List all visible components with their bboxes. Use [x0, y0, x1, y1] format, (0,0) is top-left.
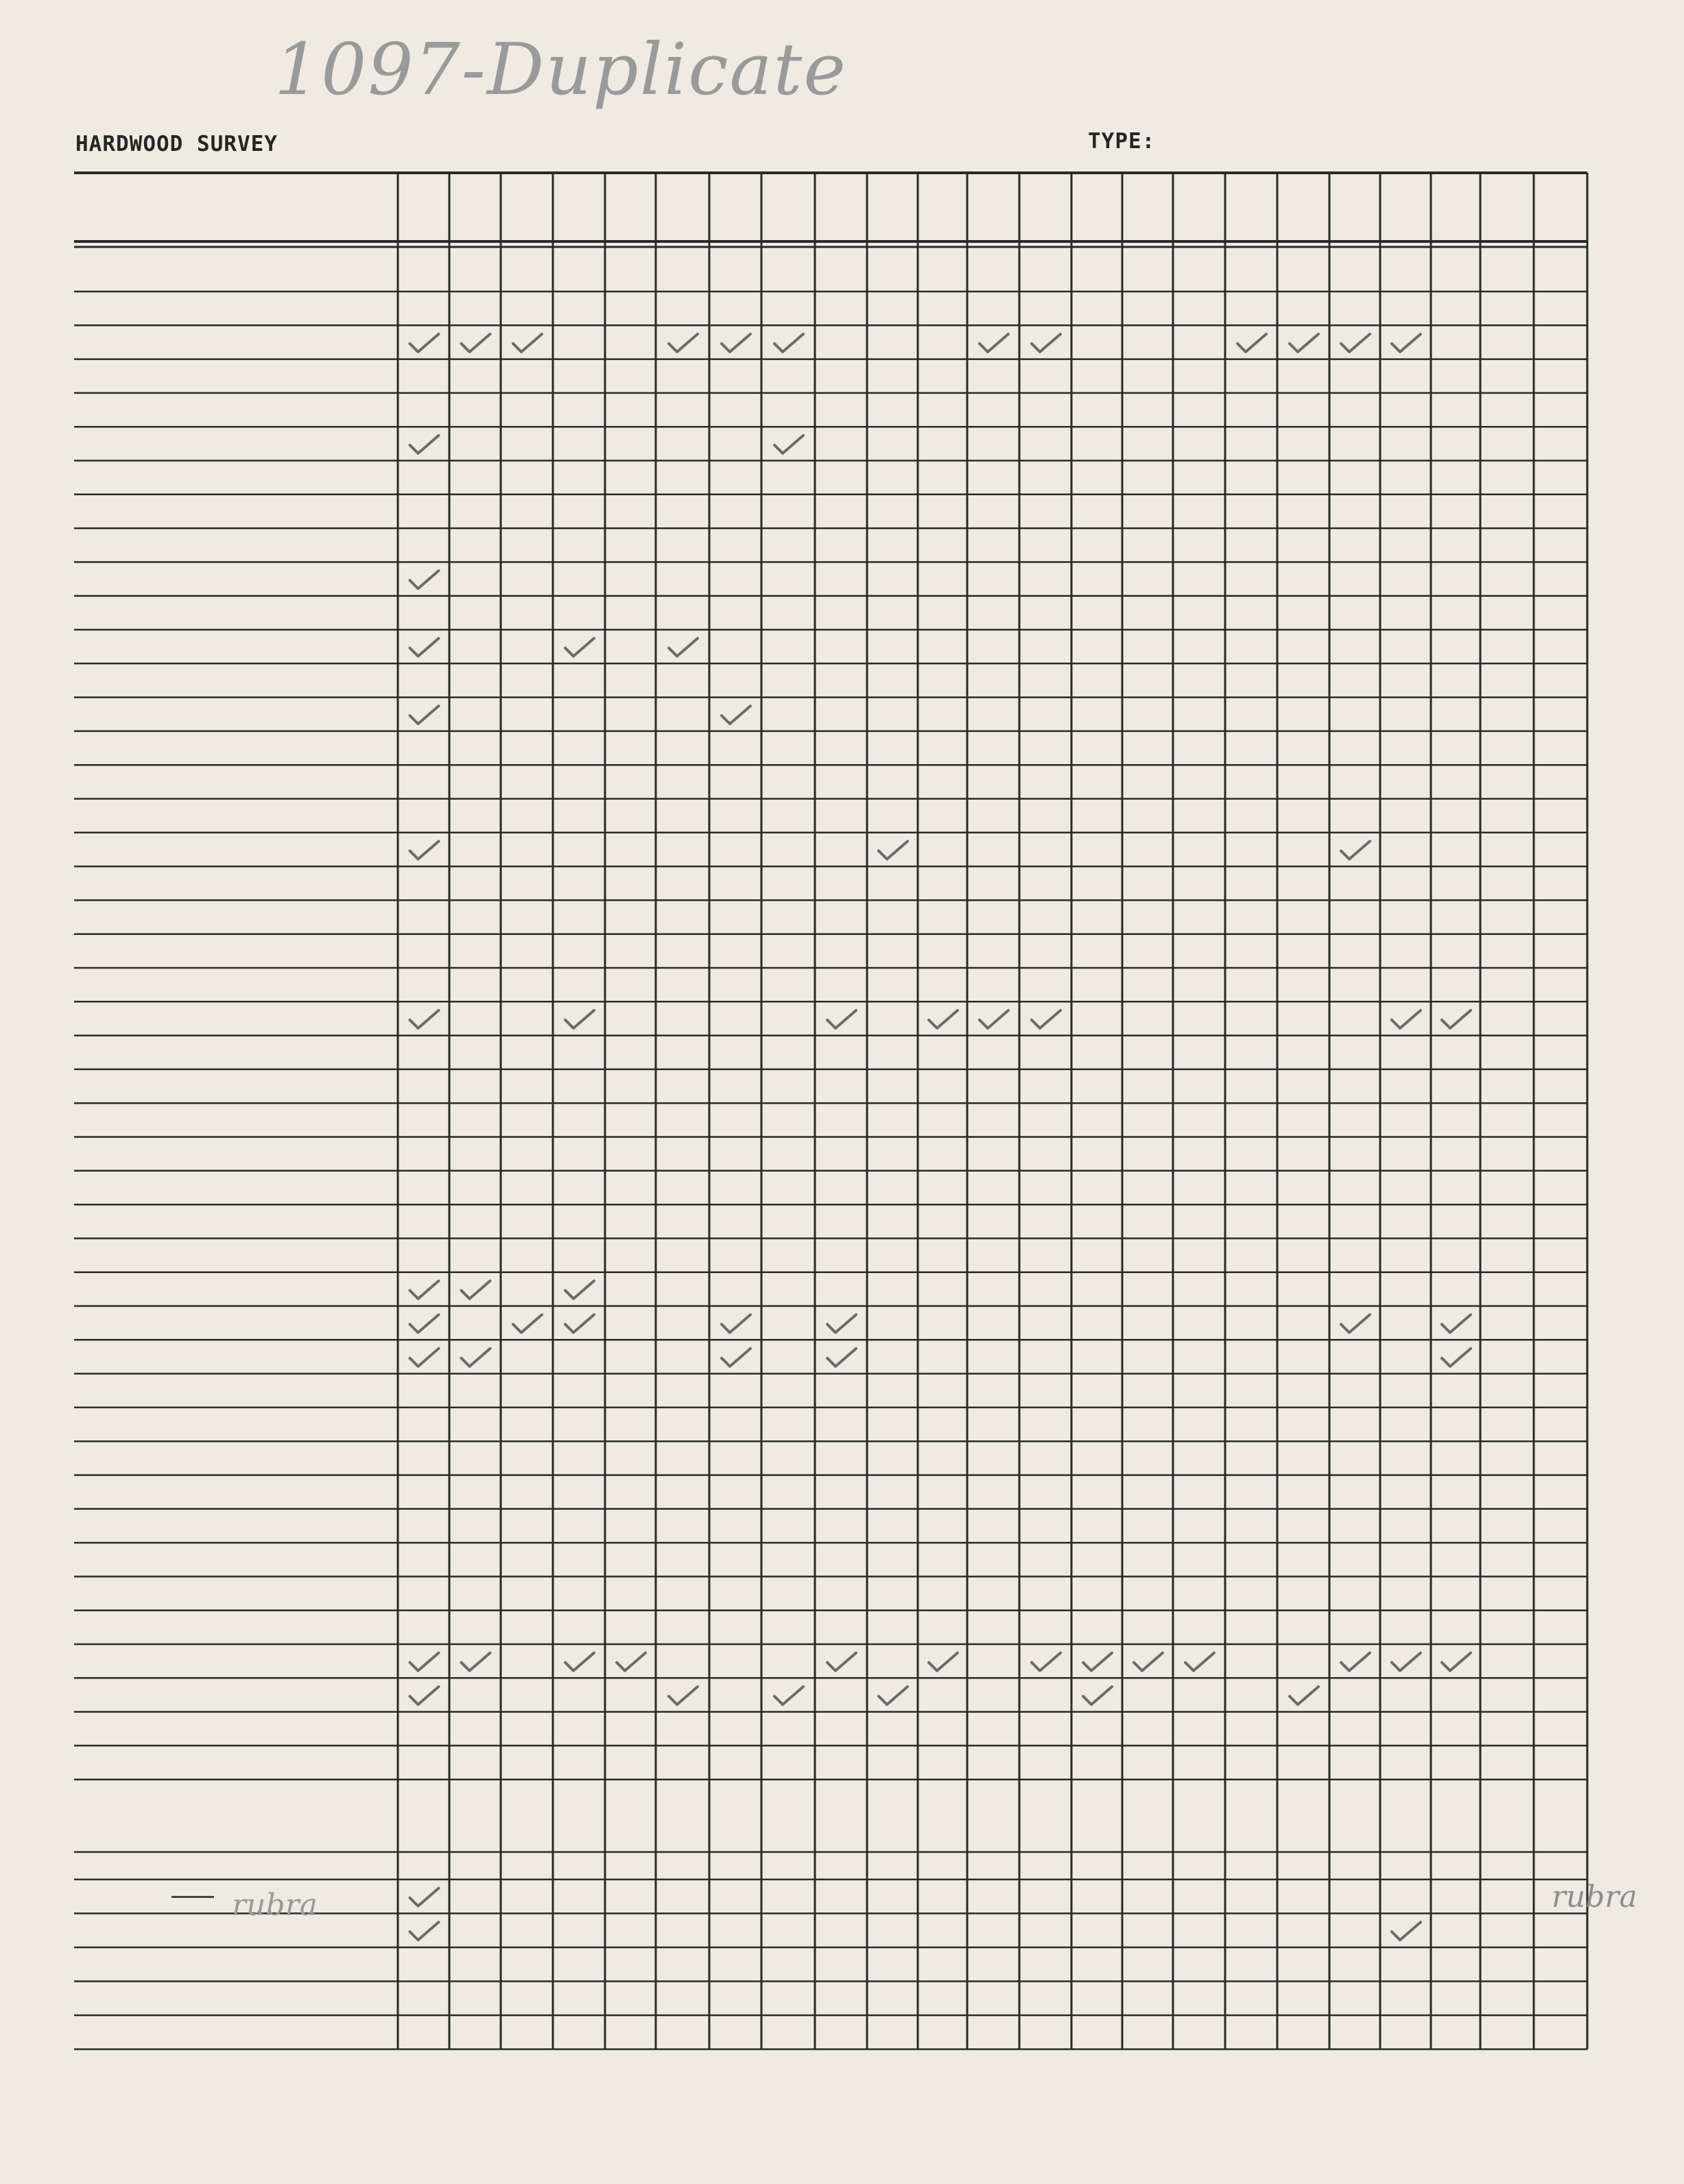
- check-mark: [980, 1010, 1008, 1028]
- check-mark: [410, 1888, 439, 1906]
- check-mark: [565, 639, 594, 656]
- check-mark: [1083, 1653, 1112, 1671]
- check-mark: [410, 1349, 439, 1366]
- check-mark: [410, 1922, 439, 1940]
- check-mark: [410, 1687, 439, 1705]
- check-mark: [410, 334, 439, 352]
- check-mark: [1290, 1687, 1318, 1705]
- check-mark: [1134, 1653, 1163, 1671]
- check-mark: [513, 1315, 542, 1333]
- check-mark: [410, 1315, 439, 1333]
- check-mark: [1442, 1349, 1471, 1366]
- check-mark: [462, 1349, 490, 1366]
- check-mark: [1032, 334, 1060, 352]
- check-mark: [1392, 1010, 1421, 1028]
- check-mark: [722, 334, 750, 352]
- check-mark: [774, 436, 803, 453]
- check-mark: [827, 1010, 856, 1028]
- check-mark: [410, 841, 439, 859]
- check-mark: [565, 1315, 594, 1333]
- check-mark: [827, 1315, 856, 1333]
- check-mark: [722, 1315, 750, 1333]
- check-mark: [462, 1653, 490, 1671]
- check-mark: [827, 1349, 856, 1366]
- check-mark: [1237, 334, 1266, 352]
- check-mark: [879, 841, 908, 859]
- check-mark: [410, 1010, 439, 1028]
- check-mark: [513, 334, 542, 352]
- type-label: TYPE:: [1088, 129, 1156, 154]
- check-mark: [1392, 334, 1421, 352]
- check-mark: [774, 334, 803, 352]
- check-mark: [669, 334, 698, 352]
- check-mark: [462, 334, 490, 352]
- check-mark: [1341, 841, 1370, 859]
- actaea-handwritten-correction: rubra: [232, 1888, 318, 1923]
- check-mark: [980, 334, 1008, 352]
- check-mark: [565, 1281, 594, 1298]
- check-mark: [1341, 334, 1370, 352]
- check-mark: [1442, 1010, 1471, 1028]
- check-mark: [774, 1687, 803, 1705]
- check-mark: [410, 706, 439, 724]
- check-mark: [410, 639, 439, 656]
- check-mark: [929, 1010, 958, 1028]
- check-mark: [879, 1687, 908, 1705]
- margin-handwritten-note: rubra: [1552, 1879, 1637, 1914]
- check-mark: [410, 1281, 439, 1298]
- check-mark: [462, 1281, 490, 1298]
- check-mark: [1392, 1922, 1421, 1940]
- check-mark: [1185, 1653, 1214, 1671]
- check-mark: [1442, 1653, 1471, 1671]
- check-mark: [565, 1653, 594, 1671]
- check-mark: [1032, 1653, 1060, 1671]
- check-mark: [722, 706, 750, 724]
- check-mark: [410, 571, 439, 589]
- check-mark: [669, 639, 698, 656]
- handwritten-note: 1097-Duplicate: [274, 27, 847, 111]
- check-mark: [1083, 1687, 1112, 1705]
- strikethrough: [171, 1896, 214, 1898]
- check-mark: [1341, 1315, 1370, 1333]
- check-mark: [1290, 334, 1318, 352]
- check-mark: [1442, 1315, 1471, 1333]
- check-mark: [617, 1653, 645, 1671]
- check-mark: [565, 1010, 594, 1028]
- check-mark: [1341, 1653, 1370, 1671]
- check-mark: [1032, 1010, 1060, 1028]
- survey-title: HARDWOOD SURVEY: [75, 132, 278, 156]
- check-mark: [669, 1687, 698, 1705]
- check-mark: [410, 436, 439, 453]
- check-mark: [1392, 1653, 1421, 1671]
- check-mark: [722, 1349, 750, 1366]
- check-mark: [410, 1653, 439, 1671]
- check-mark: [827, 1653, 856, 1671]
- check-mark: [929, 1653, 958, 1671]
